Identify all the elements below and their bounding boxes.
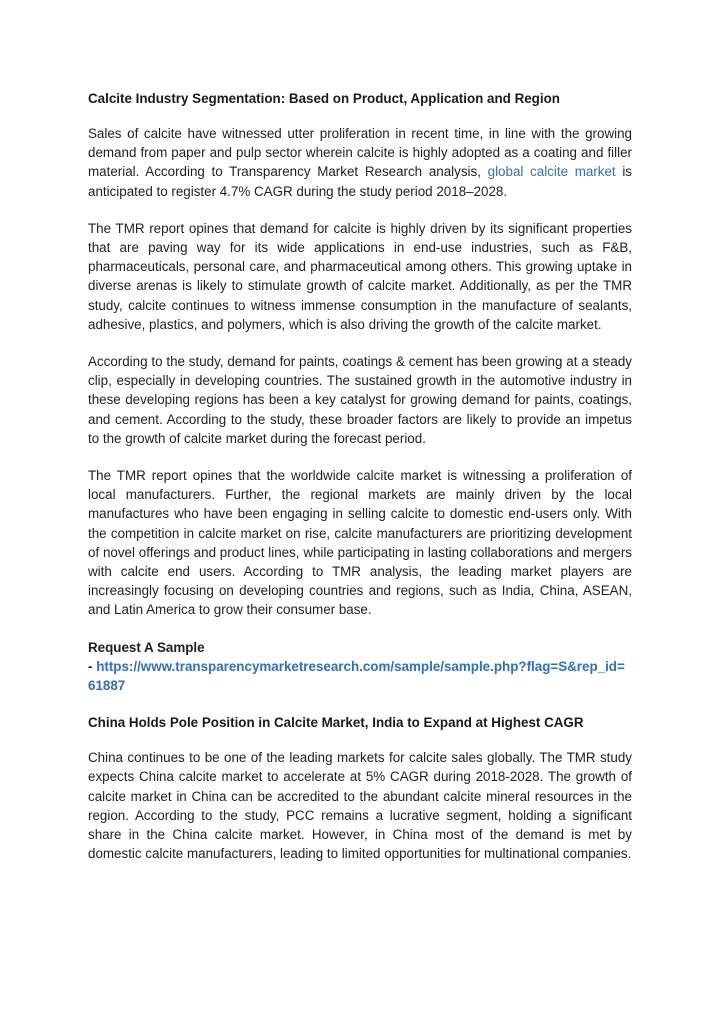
document-page	[88, 89, 632, 882]
paragraph-sales-overview	[88, 124, 632, 201]
paragraph-local-manufacturers: The TMR report opines that the worldwide calcite market is witnessing a proliferation of local manufacturers. Further, the regional markets are mainly driven by the local manufactures who have been engaging in selling calcite to domestic end-users only. With the competition in calcite market on rise, calcite manufacturers are prioritizing development of novel offerings and product lines, while participating in lasting collaborations and mergers with calcite end users. According to TMR analysis, the leading market players are increasingly focusing on developing countries and regions, such as India, China, ASEAN, and Latin America to grow their consumer base.	[88, 468, 632, 618]
sample-url-text[interactable]: https://www.transparencymarketresearch.com/sample/sample.php?flag=S&rep_id=61887	[88, 658, 625, 694]
paragraph-demand-drivers: The TMR report opines that demand for calcite is highly driven by its significant properties that are paving way for its wide applications in end-use industries, such as F&B, pharmaceuticals, personal care, and pharmaceutical among others. This growing uptake in diverse arenas is likely to stimulate growth of calcite market. Additionally, as per the TMR study, calcite continues to witness immense consumption in the manufacture of sealants, adhesive, plastics, and polymers, which is also driving the growth of the calcite market.	[88, 220, 632, 332]
request-sample-title: Request A Sample	[88, 639, 205, 655]
request-sample-block	[88, 638, 632, 696]
paragraph-text: Sales of calcite have witnessed utter proliferation in recent time, in line with the growing demand from paper and pulp sector wherein calcite is highly adopted as a coating and filler material. According to Transparency Market Research analysis,	[88, 126, 632, 180]
global-calcite-market-link[interactable]: global calcite market	[487, 164, 616, 180]
paragraph-text: is anticipated to register 4.7% CAGR during the study period 2018–2028.	[88, 164, 632, 199]
paragraph-paints-coatings: According to the study, demand for paints, coatings & cement has been growing at a steady clip, especially in developing countries. The sustained growth in the automotive industry in these developing regions has been a key catalyst for growing demand for paints, coatings, and cement. According to the study, these broader factors are likely to provide an impetus to the growth of calcite market during the forecast period.	[88, 354, 632, 446]
paragraph-china-market: China continues to be one of the leading markets for calcite sales globally. The TMR study expects China calcite market to accelerate at 5% CAGR during 2018-2028. The growth of calcite market in China can be accredited to the abundant calcite mineral resources in the region. According to the study, PCC remains a lucrative segment, holding a significant share in the China calcite market. However, in China most of the demand is met by domestic calcite manufacturers, leading to limited opportunities for multinational companies.	[88, 750, 632, 862]
section-heading-segmentation: Calcite Industry Segmentation: Based on Product, Application and Region	[88, 91, 560, 106]
sample-url-link[interactable]	[88, 657, 632, 695]
sample-dash: -	[88, 658, 97, 674]
section-heading-china: China Holds Pole Position in Calcite Market, India to Expand at Highest CAGR	[88, 715, 584, 731]
